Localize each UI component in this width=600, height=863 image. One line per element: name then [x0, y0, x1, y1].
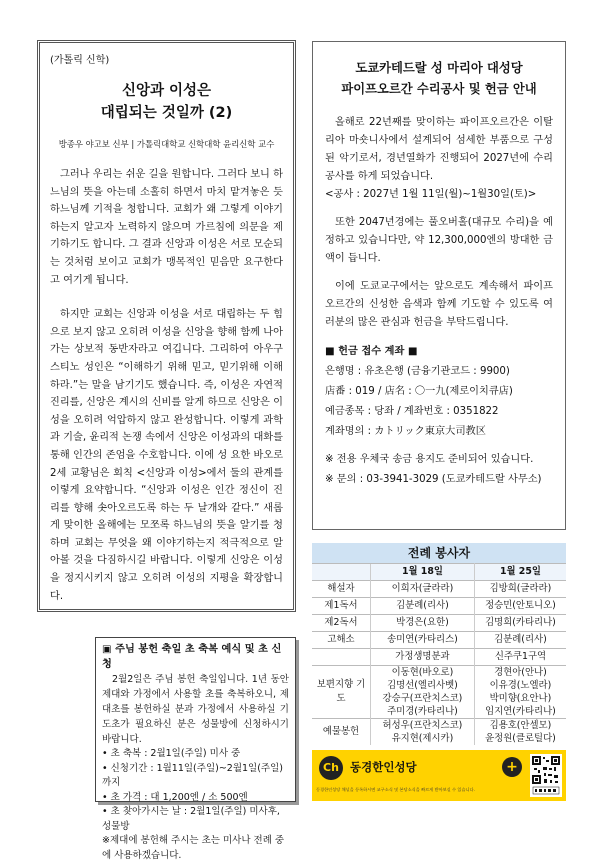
- table-row: [312, 719, 566, 746]
- notice-item: • 신청기간 : 1월11일(주일)~2월1일(주일)까지: [102, 762, 283, 788]
- organ-note: ※ 문의 : 03-3941-3029 (도쿄카테드랄 사무소): [325, 474, 542, 485]
- duty-cell: 김분례(리사): [474, 632, 566, 649]
- article-paragraph-2: 하지만 교회는 신앙과 이성을 서로 대립하는 두 힘으로 보지 않고 오히려 이성을 신앙을 향해 함께 나아가는 상보적 동반자라고 여깁니다. 그리하여 아우구스티노 성인은 “이해하기 위해 믿고, 믿기위해 이해하라.”는 말을 남기기도 했습니다. 즉, 이성은 자연적 진리를, 신앙은 계시의 신비를 알게 하므로 신앙은 이성을 오히려 억압하지 않고 완성합니다. 이렇게 과학과 기술, 윤리적 논쟁 속에서 신앙은 이성과의 대화를 통해 인간의 존엄을 수호합니다. 이에 성 요한 바오로 2세 교황님은 회칙 <신앙과 이성>에서 둘의 관계를 이렇게 요약합니다. “신앙과 이성은 인간 정신이 진리를 향해 솟아오르도록 하는 두 날개와 같다.” 새롭게 맞이한 올해에는 모쪼록 하느님의 뜻을 알기를 청하며 교회는 무엇을 왜 이야기하는지 적극적으로 알아볼 것을 다짐하시길 바랍니다. 이렇게 신앙은 이성을 정지시키지 않고 오히려 이성의 지평을 확장합니다.: [50, 309, 283, 602]
- organ-schedule: <공사 : 2027년 1월 11일(월)~1월30일(토)>: [325, 189, 537, 200]
- organ-title-line2: 파이프오르간 수리공사 및 헌금 안내: [341, 82, 537, 96]
- notice-item: ※제대에 봉헌해 주시는 초는 미사나 전례 중에 사용하겠습니다.: [102, 835, 285, 861]
- duty-table: [312, 563, 566, 745]
- candle-notice-box: [95, 637, 296, 861]
- duty-cell: 이동현(바오로): [391, 667, 454, 678]
- article-author: 방종우 야고보 신부 | 가톨릭대학교 신학대학 윤리신학 교수: [58, 139, 275, 149]
- duty-cell: 박미향(요안나): [489, 693, 552, 704]
- account-heading: ■ 헌금 접수 계좌 ■: [325, 346, 418, 357]
- duty-cell: 경현아(안나): [494, 667, 547, 678]
- duty-cell: 이유경(노엘라): [489, 680, 552, 691]
- duty-cell: 김명희(카타리나): [474, 615, 566, 632]
- account-info: [325, 342, 553, 490]
- channel-logo-icon: Ch: [319, 756, 343, 780]
- duty-group: 신주쿠1구역: [474, 649, 566, 666]
- duty-cell: 이희자(글라라): [371, 581, 475, 598]
- duty-role: 제2독서: [312, 615, 371, 632]
- article-title-line2: 대립되는 것일까 (2): [100, 105, 233, 121]
- account-line: 店番 : 019 / 店名 : 〇一九(제로이치큐店): [325, 386, 513, 397]
- article-paragraph-1: 그러나 우리는 쉬운 길을 원합니다. 그러다 보니 하느님의 뜻을 아는데 소홀히 하면서 마치 맡겨놓은 듯 하느님께 기적을 청합니다. 교회가 왜 그렇게 이야기하는지 알고자 노력하지 않으며 가르침에 의문을 제기하기도 합니다. 그 결과 신앙과 이성은 서로 모순되는 것처럼 보이고 교회가 맹목적인 믿음만 요구한다고 여기게 됩니다.: [50, 169, 283, 286]
- duty-date-1: 1월 18일: [371, 564, 475, 581]
- duty-cell: 정승민(안토니오): [474, 598, 566, 615]
- duty-role: 해설자: [312, 581, 371, 598]
- organ-paragraph-1: 올해로 22년째를 맞이하는 파이프오르간은 이탈리아 마숏니사에서 설계되어 섬세한 부품으로 구성된 악기로서, 경년열화가 진행되어 2027년에 수리공사를 하게 되었습니다.: [325, 117, 553, 182]
- duty-cell: 김분례(리사): [371, 598, 475, 615]
- duty-cell: 박경은(요한): [371, 615, 475, 632]
- duty-cell: 김용호(안셀모): [489, 720, 552, 731]
- table-row: [312, 666, 566, 719]
- article-title-line1: 신앙과 이성은: [121, 83, 212, 99]
- liturgy-servers-table: [312, 543, 566, 745]
- duty-cell: 송미연(카타리스): [371, 632, 475, 649]
- duty-cell: 임지연(카타리나): [485, 706, 556, 717]
- article-box: [37, 40, 296, 612]
- table-row: [312, 649, 566, 666]
- table-row: [312, 598, 566, 615]
- duty-cell: 주미경(카타리나): [387, 706, 458, 717]
- account-line: 계좌명의 : カトリック東京大司教区: [325, 426, 486, 437]
- notice-item: • 초 축복 : 2월1일(주일) 미사 중: [102, 748, 241, 759]
- channel-name: 동경한인성당: [350, 760, 417, 774]
- article-tag: (가톨릭 신학): [50, 55, 110, 66]
- duty-cell: 김명선(엘리사벳): [387, 680, 458, 691]
- duty-role: 예물봉헌: [312, 719, 371, 746]
- duty-role: 보편지향 기 도: [312, 666, 371, 719]
- duty-cell: 윤정원(클로틸다): [485, 733, 556, 744]
- channel-banner[interactable]: [312, 750, 566, 801]
- duty-role: 고해소: [312, 632, 371, 649]
- organ-repair-box: [312, 41, 566, 530]
- account-line: 예금종목 : 당좌 / 계좌번호 : 0351822: [325, 406, 499, 417]
- organ-title-line1: 도쿄카테드랄 성 마리아 대성당: [355, 61, 523, 75]
- duty-cell: 강승구(프란치스코): [382, 693, 463, 704]
- notice-item: • 초 가격 : 대 1,200엔 / 소 500엔: [102, 791, 248, 803]
- duty-cell: 김방희(글라라): [474, 581, 566, 598]
- table-row: [312, 615, 566, 632]
- organ-note: ※ 전용 우체국 송금 용지도 준비되어 있습니다.: [325, 454, 534, 465]
- duty-group: 가정생명분과: [371, 649, 475, 666]
- duty-role: 제1독서: [312, 598, 371, 615]
- duty-cell: 허성우(프란치스코): [382, 720, 463, 731]
- channel-subtext: 동경한인성당 채널을 등록하시면 교구소식 및 본당소식을 빠르게 받아보실 수 있습니다.: [316, 787, 475, 792]
- organ-paragraph-3: 이에 도쿄교구에서는 앞으로도 계속해서 파이프오르간의 신성한 음색과 함께 기도할 수 있도록 여러분의 많은 관심과 헌금을 부탁드립니다.: [325, 281, 553, 328]
- duty-header-row: [312, 564, 566, 581]
- notice-body: 2월2일은 주님 봉헌 축일입니다. 1년 동안 제대와 가정에서 사용할 초를 축복하오니, 제대초를 봉헌하실 분과 가정에서 사용하실 기도초가 필요하신 분은 성물방에 신청하시기 바랍니다.: [102, 674, 289, 745]
- qr-code-icon[interactable]: [530, 754, 562, 797]
- organ-paragraph-2: 또한 2047년경에는 풀오버홀(대규모 수리)을 예정하고 있습니다만, 약 12,300,000엔의 방대한 금액이 듭니다.: [325, 217, 553, 264]
- account-line: 은행명 : 유초은행 (금융기관코드 : 9900): [325, 366, 510, 377]
- duty-date-2: 1월 25일: [474, 564, 566, 581]
- notice-heading: ▣ 주님 봉헌 축일 초 축복 예식 및 초 신청: [102, 644, 282, 670]
- add-channel-icon[interactable]: +: [502, 757, 522, 777]
- table-row: [312, 632, 566, 649]
- duty-title: 전례 봉사자: [312, 543, 566, 563]
- notice-item: • 초 찾아가시는 날 : 2월1일(주일) 미사후, 성물방: [102, 806, 280, 832]
- duty-cell: 유지현(제시카): [391, 733, 454, 744]
- table-row: [312, 581, 566, 598]
